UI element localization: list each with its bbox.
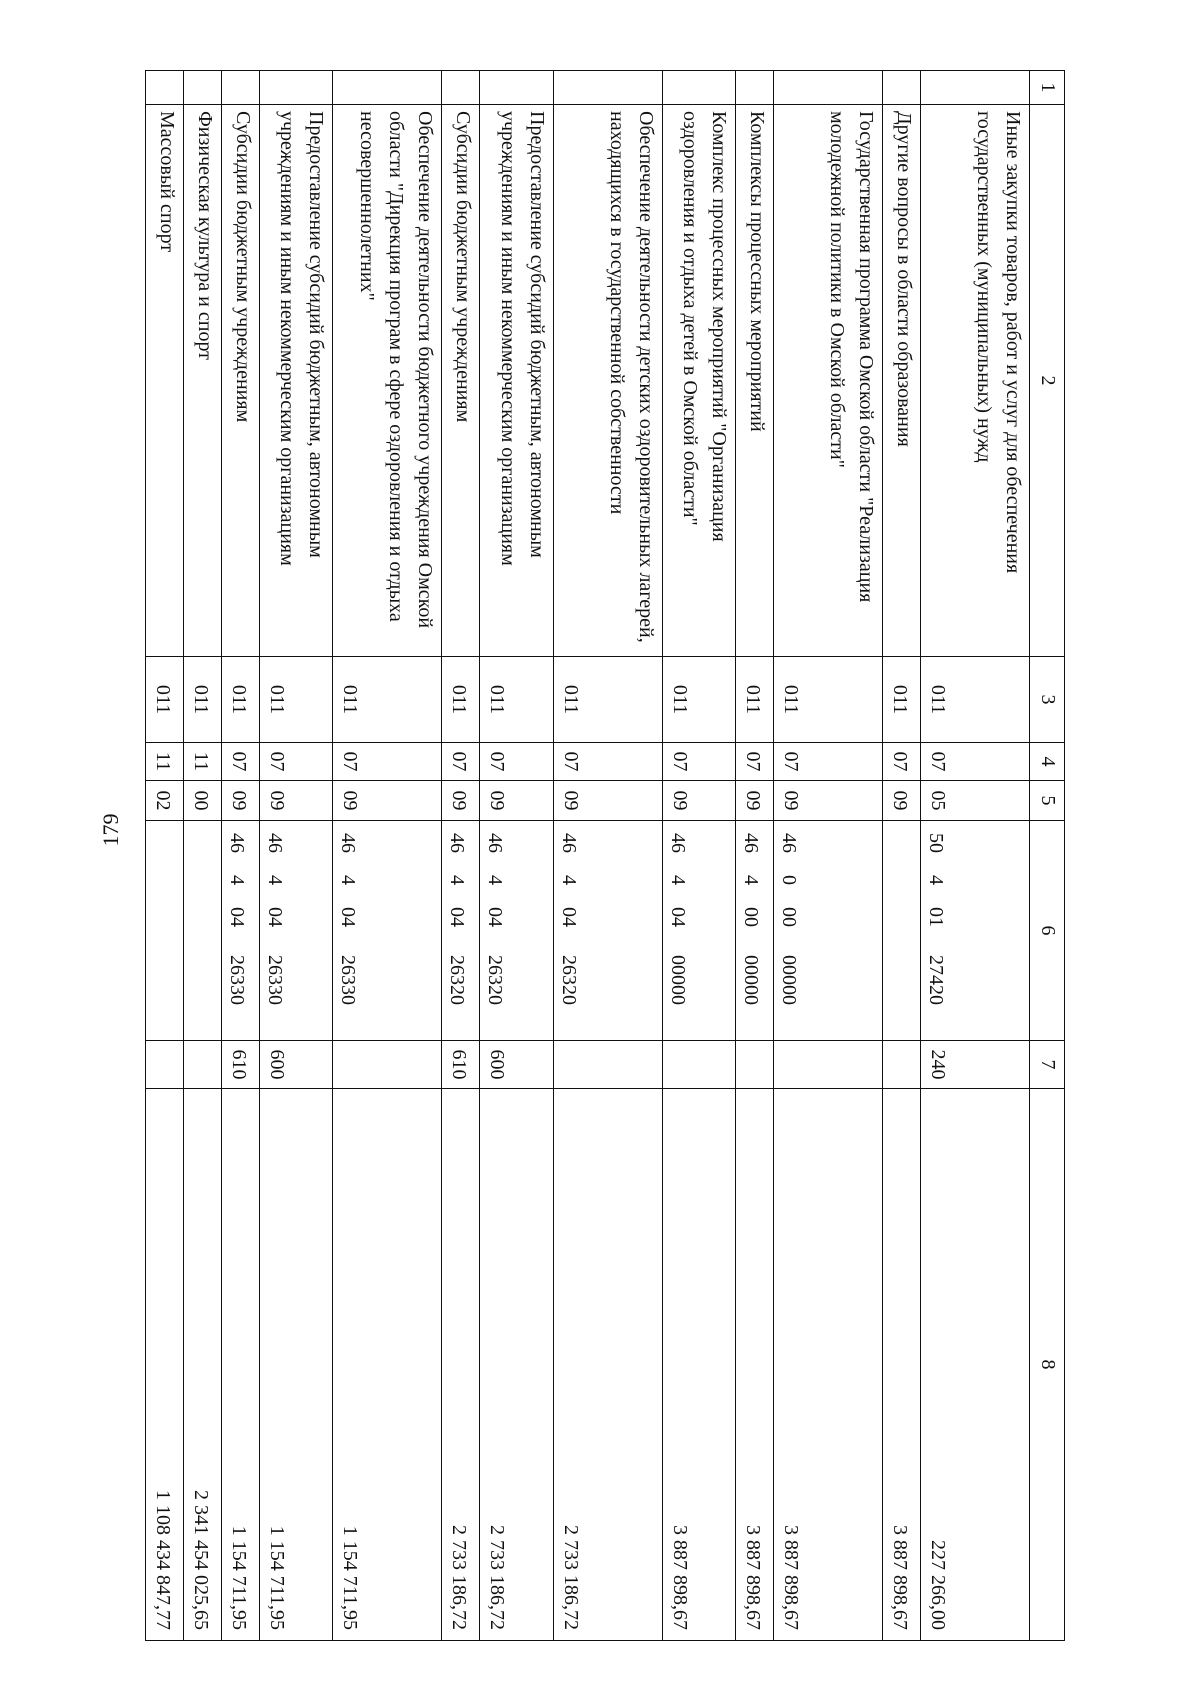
target-article-p1: 46 [740, 833, 763, 853]
row-amount-cell: 1 154 711,95 [259, 1089, 333, 1641]
target-article-p3: 01 [925, 907, 948, 927]
table-row [774, 71, 883, 1641]
target-article-p1: 50 [925, 833, 948, 853]
target-article-p4: 26320 [484, 955, 507, 1005]
target-article-p2: 4 [666, 875, 689, 885]
row-amount-cell: 3 887 898,67 [883, 1089, 921, 1641]
target-article-p2: 4 [925, 875, 948, 885]
row-amount-cell: 2 733 186,72 [480, 1089, 554, 1641]
row-grbs-cell: 011 [442, 657, 480, 743]
row-amount-cell: 2 733 186,72 [553, 1089, 662, 1641]
row-subsection-cell: 09 [883, 781, 921, 821]
row-amount-cell: 3 887 898,67 [774, 1089, 883, 1641]
row-expense-type-cell [774, 1041, 883, 1089]
row-subsection-cell: 09 [553, 781, 662, 821]
row-target-article-cell [883, 821, 921, 1041]
row-expense-type-cell: 600 [480, 1041, 554, 1089]
row-subsection-cell: 09 [662, 781, 736, 821]
row-index-cell [662, 71, 736, 105]
target-article-p3: 00 [778, 907, 801, 927]
target-article-p3: 04 [337, 907, 360, 927]
row-name-cell: Предоставление субсидий бюджетным, автономным учреждениям и иным некоммерческим организациям [480, 105, 554, 657]
row-expense-type-cell: 610 [221, 1041, 259, 1089]
table-row [921, 71, 1030, 1641]
header-col-8: 8 [1030, 1089, 1065, 1641]
target-article-parts [184, 821, 221, 1040]
row-grbs-cell: 011 [921, 657, 1030, 743]
row-section-cell: 07 [442, 743, 480, 781]
row-section-cell: 07 [333, 743, 442, 781]
target-article-p4: 26320 [446, 955, 469, 1005]
row-section-cell: 11 [146, 743, 184, 781]
row-subsection-cell: 09 [221, 781, 259, 821]
target-article-parts [774, 821, 882, 1040]
row-index-cell [333, 71, 442, 105]
row-name-cell: Другие вопросы в области образования [883, 105, 921, 657]
page-number: 179 [98, 813, 123, 847]
row-target-article-cell [146, 821, 184, 1041]
target-article-p2: 0 [778, 875, 801, 885]
target-article-parts [442, 821, 479, 1040]
target-article-p2: 4 [484, 875, 507, 885]
row-subsection-cell: 09 [480, 781, 554, 821]
table-row [333, 71, 442, 1641]
header-col-1: 1 [1030, 71, 1065, 105]
target-article-parts [554, 821, 662, 1040]
row-section-cell: 07 [221, 743, 259, 781]
row-name-cell: Предоставление субсидий бюджетным, автономным учреждениям и иным некоммерческим организациям [259, 105, 333, 657]
row-expense-type-cell [333, 1041, 442, 1089]
target-article-parts [260, 821, 333, 1040]
row-index-cell [883, 71, 921, 105]
target-article-p4: 26330 [225, 955, 248, 1005]
row-target-article-cell [333, 821, 442, 1041]
row-section-cell: 07 [736, 743, 774, 781]
target-article-parts [146, 821, 183, 1040]
row-name-cell: Государственная программа Омской области "Реализация молодежной политики в Омской области" [774, 105, 883, 657]
table-row [736, 71, 774, 1641]
row-index-cell [221, 71, 259, 105]
table-row [221, 71, 259, 1641]
row-target-article-cell [662, 821, 736, 1041]
row-index-cell [442, 71, 480, 105]
row-subsection-cell: 05 [921, 781, 1030, 821]
target-article-p2: 4 [225, 875, 248, 885]
row-section-cell: 07 [921, 743, 1030, 781]
row-subsection-cell: 09 [442, 781, 480, 821]
row-index-cell [774, 71, 883, 105]
target-article-p1: 46 [446, 833, 469, 853]
row-expense-type-cell [883, 1041, 921, 1089]
row-amount-cell: 2 733 186,72 [442, 1089, 480, 1641]
row-subsection-cell: 09 [774, 781, 883, 821]
budget-table [145, 70, 1065, 1641]
table-row [883, 71, 921, 1641]
budget-table-rotated [145, 70, 1065, 1640]
table-row [480, 71, 554, 1641]
row-expense-type-cell: 240 [921, 1041, 1030, 1089]
table-row [146, 71, 184, 1641]
row-grbs-cell: 011 [333, 657, 442, 743]
row-section-cell: 07 [553, 743, 662, 781]
row-name-cell: Физическая культура и спорт [184, 105, 222, 657]
table-row [259, 71, 333, 1641]
row-grbs-cell: 011 [553, 657, 662, 743]
row-name-cell: Иные закупки товаров, работ и услуг для обеспечения государственных (муниципальных) нужд [921, 105, 1030, 657]
target-article-p2: 4 [337, 875, 360, 885]
row-grbs-cell: 011 [774, 657, 883, 743]
row-section-cell: 07 [883, 743, 921, 781]
row-target-article-cell [921, 821, 1030, 1041]
target-article-p4: 00000 [778, 955, 801, 1005]
target-article-p4: 27420 [925, 955, 948, 1005]
target-article-p3: 04 [484, 907, 507, 927]
row-grbs-cell: 011 [259, 657, 333, 743]
target-article-p4: 00000 [740, 955, 763, 1005]
target-article-p1: 46 [778, 833, 801, 853]
row-name-cell: Обеспечение деятельности детских оздоровительных лагерей, находящихся в государственной собственности [553, 105, 662, 657]
target-article-p4: 00000 [666, 955, 689, 1005]
header-row [1030, 71, 1065, 1641]
row-amount-cell: 3 887 898,67 [662, 1089, 736, 1641]
row-index-cell [259, 71, 333, 105]
row-index-cell [480, 71, 554, 105]
row-section-cell: 07 [662, 743, 736, 781]
target-article-p1: 46 [666, 833, 689, 853]
row-name-cell: Субсидии бюджетным учреждениям [221, 105, 259, 657]
row-target-article-cell [774, 821, 883, 1041]
row-grbs-cell: 011 [736, 657, 774, 743]
row-subsection-cell: 09 [259, 781, 333, 821]
row-index-cell [736, 71, 774, 105]
row-subsection-cell: 00 [184, 781, 222, 821]
target-article-p3: 04 [557, 907, 580, 927]
header-col-2: 2 [1030, 105, 1065, 657]
row-target-article-cell [442, 821, 480, 1041]
target-article-parts [921, 821, 1029, 1040]
target-article-p3: 04 [225, 907, 248, 927]
row-name-cell: Массовый спорт [146, 105, 184, 657]
target-article-parts [480, 821, 553, 1040]
row-amount-cell: 1 154 711,95 [333, 1089, 442, 1641]
target-article-parts [736, 821, 773, 1040]
target-article-p3: 04 [263, 907, 286, 927]
row-expense-type-cell: 600 [259, 1041, 333, 1089]
target-article-p1: 46 [337, 833, 360, 853]
row-expense-type-cell [184, 1041, 222, 1089]
table-row [442, 71, 480, 1641]
row-grbs-cell: 011 [184, 657, 222, 743]
row-subsection-cell: 09 [333, 781, 442, 821]
row-grbs-cell: 011 [883, 657, 921, 743]
row-subsection-cell: 09 [736, 781, 774, 821]
target-article-p2: 4 [557, 875, 580, 885]
target-article-parts [222, 821, 259, 1040]
row-section-cell: 07 [480, 743, 554, 781]
row-target-article-cell [736, 821, 774, 1041]
header-col-5: 5 [1030, 781, 1065, 821]
target-article-p1: 46 [484, 833, 507, 853]
row-grbs-cell: 011 [146, 657, 184, 743]
row-amount-cell: 3 887 898,67 [736, 1089, 774, 1641]
table-row [184, 71, 222, 1641]
row-amount-cell: 227 266,00 [921, 1089, 1030, 1641]
row-target-article-cell [553, 821, 662, 1041]
row-grbs-cell: 011 [480, 657, 554, 743]
header-col-6: 6 [1030, 821, 1065, 1041]
row-section-cell: 07 [259, 743, 333, 781]
row-amount-cell: 1 154 711,95 [221, 1089, 259, 1641]
target-article-p4: 26330 [263, 955, 286, 1005]
row-expense-type-cell [146, 1041, 184, 1089]
row-name-cell: Субсидии бюджетным учреждениям [442, 105, 480, 657]
target-article-p2: 4 [740, 875, 763, 885]
row-grbs-cell: 011 [662, 657, 736, 743]
row-subsection-cell: 02 [146, 781, 184, 821]
target-article-p2: 4 [263, 875, 286, 885]
target-article-p1: 46 [225, 833, 248, 853]
target-article-p1: 46 [263, 833, 286, 853]
target-article-parts [333, 821, 441, 1040]
target-article-p4: 26330 [337, 955, 360, 1005]
row-target-article-cell [259, 821, 333, 1041]
row-expense-type-cell [553, 1041, 662, 1089]
target-article-p1: 46 [557, 833, 580, 853]
target-article-parts [663, 821, 736, 1040]
row-target-article-cell [221, 821, 259, 1041]
row-expense-type-cell [736, 1041, 774, 1089]
row-index-cell [184, 71, 222, 105]
target-article-p3: 00 [740, 907, 763, 927]
row-index-cell [553, 71, 662, 105]
target-article-p4: 26320 [557, 955, 580, 1005]
row-name-cell: Комплексы процессных мероприятий [736, 105, 774, 657]
target-article-parts [883, 821, 920, 1040]
target-article-p3: 04 [446, 907, 469, 927]
row-grbs-cell: 011 [221, 657, 259, 743]
row-name-cell: Обеспечение деятельности бюджетного учреждения Омской области "Дирекция програм в сфере оздоровления и отдыха несовершеннолетних" [333, 105, 442, 657]
row-amount-cell: 1 108 434 847,77 [146, 1089, 184, 1641]
table-row [662, 71, 736, 1641]
row-amount-cell: 2 341 454 025,65 [184, 1089, 222, 1641]
row-target-article-cell [480, 821, 554, 1041]
header-col-7: 7 [1030, 1041, 1065, 1089]
row-index-cell [921, 71, 1030, 105]
target-article-p2: 4 [446, 875, 469, 885]
target-article-p3: 04 [666, 907, 689, 927]
header-col-4: 4 [1030, 743, 1065, 781]
row-expense-type-cell [662, 1041, 736, 1089]
row-name-cell: Комплекс процессных мероприятий "Организация оздоровления и отдыха детей в Омской области" [662, 105, 736, 657]
row-section-cell: 07 [774, 743, 883, 781]
row-target-article-cell [184, 821, 222, 1041]
table-row [553, 71, 662, 1641]
row-expense-type-cell: 610 [442, 1041, 480, 1089]
row-section-cell: 11 [184, 743, 222, 781]
header-col-3: 3 [1030, 657, 1065, 743]
row-index-cell [146, 71, 184, 105]
